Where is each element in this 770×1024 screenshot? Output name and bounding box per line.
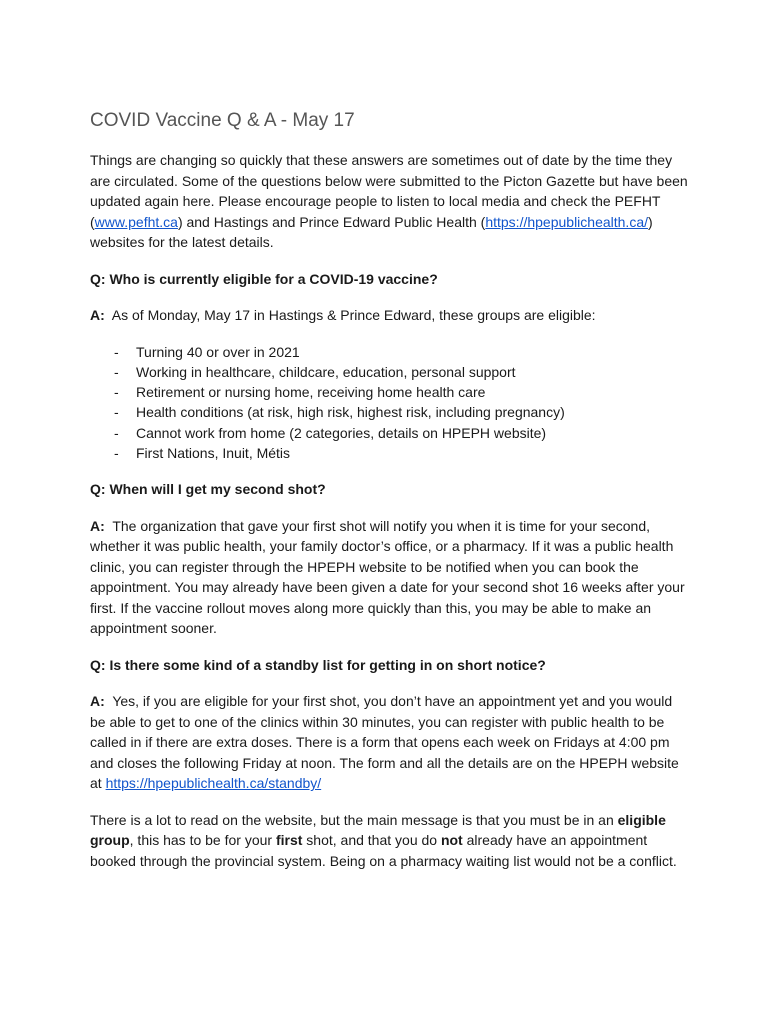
question-eligibility: Q: Who is currently eligible for a COVID-19 vaccine? [90, 270, 438, 287]
list-item: - First Nations, Inuit, Métis [114, 443, 690, 463]
closing-paragraph [90, 810, 690, 872]
answer-text: The organization that gave your first shot will notify you when it is time for your second, whether it was public health, your family doctor’s office, or a pharmacy. If it was a public health clinic, you can register through the HPEPH website to be notified when you can book the appointment. You may already have been given a date for your second shot 16 weeks after your first. If the vaccine rollout moves along more quickly than this, you may be able to make an appointment sooner. [90, 517, 685, 637]
answer-standby [90, 691, 690, 794]
closing-text-4: already have an appointment booked through the provincial system. Being on a pharmacy waiting list would not be a conflict. [90, 832, 677, 869]
answer-label: A: [90, 517, 105, 534]
intro-text-3: ) websites for the latest details. [90, 213, 653, 250]
pefht-link[interactable]: www.pefht.ca [94, 213, 178, 230]
document-page [90, 108, 690, 887]
answer-text: Yes, if you are eligible for your first shot, you don’t have an appointment yet and you would be able to get to one of the clinics within 30 minutes, you can register with public health to be called in if there are extra doses. There is a form that opens each week on Fridays at 4:00 pm and closes the following Friday at noon. The form and all the details are on the HPEPH website at [90, 693, 679, 792]
list-item: - Turning 40 or over in 2021 [114, 342, 690, 362]
answer-second-shot [90, 516, 690, 639]
closing-text-3: shot, and that you do [302, 832, 441, 849]
intro-paragraph [90, 150, 690, 253]
closing-bold-3: not [440, 832, 463, 849]
closing-text-1: There is a lot to read on the website, but the main message is that you must be in an [90, 811, 618, 828]
standby-link[interactable]: https://hpepublichealth.ca/standby/ [105, 775, 322, 792]
list-item: - Health conditions (at risk, high risk, highest risk, including pregnancy) [114, 402, 690, 422]
answer-label: A: [90, 307, 105, 323]
intro-text-2: ) and Hastings and Prince Edward Public Health ( [177, 213, 486, 230]
question-second-shot: Q: When will I get my second shot? [90, 481, 326, 498]
hpeph-link[interactable]: https://hpepublichealth.ca/ [485, 213, 648, 230]
answer-label: A: [90, 693, 105, 710]
eligible-groups-list [90, 342, 690, 464]
list-item: - Cannot work from home (2 categories, details on HPEPH website) [114, 423, 690, 443]
question-standby: Q: Is there some kind of a standby list for getting in on short notice? [90, 656, 546, 673]
list-item: - Retirement or nursing home, receiving home health care [114, 382, 690, 402]
list-item: - Working in healthcare, childcare, education, personal support [114, 362, 690, 382]
intro-text-1: Things are changing so quickly that these answers are sometimes out of date by the time they are circulated. Some of the questions below were submitted to the Picton Gazette but have been updated again here. Please encourage people to listen to local media and check the PEFHT ( [90, 152, 688, 230]
answer-eligibility [90, 305, 690, 326]
closing-bold-1: eligible group [90, 811, 666, 849]
page-title: COVID Vaccine Q & A - May 17 [90, 110, 355, 131]
answer-text: As of Monday, May 17 in Hastings & Prince Edward, these groups are eligible: [111, 307, 596, 323]
closing-bold-2: first [275, 832, 303, 849]
closing-text-2: , this has to be for your [129, 832, 276, 849]
